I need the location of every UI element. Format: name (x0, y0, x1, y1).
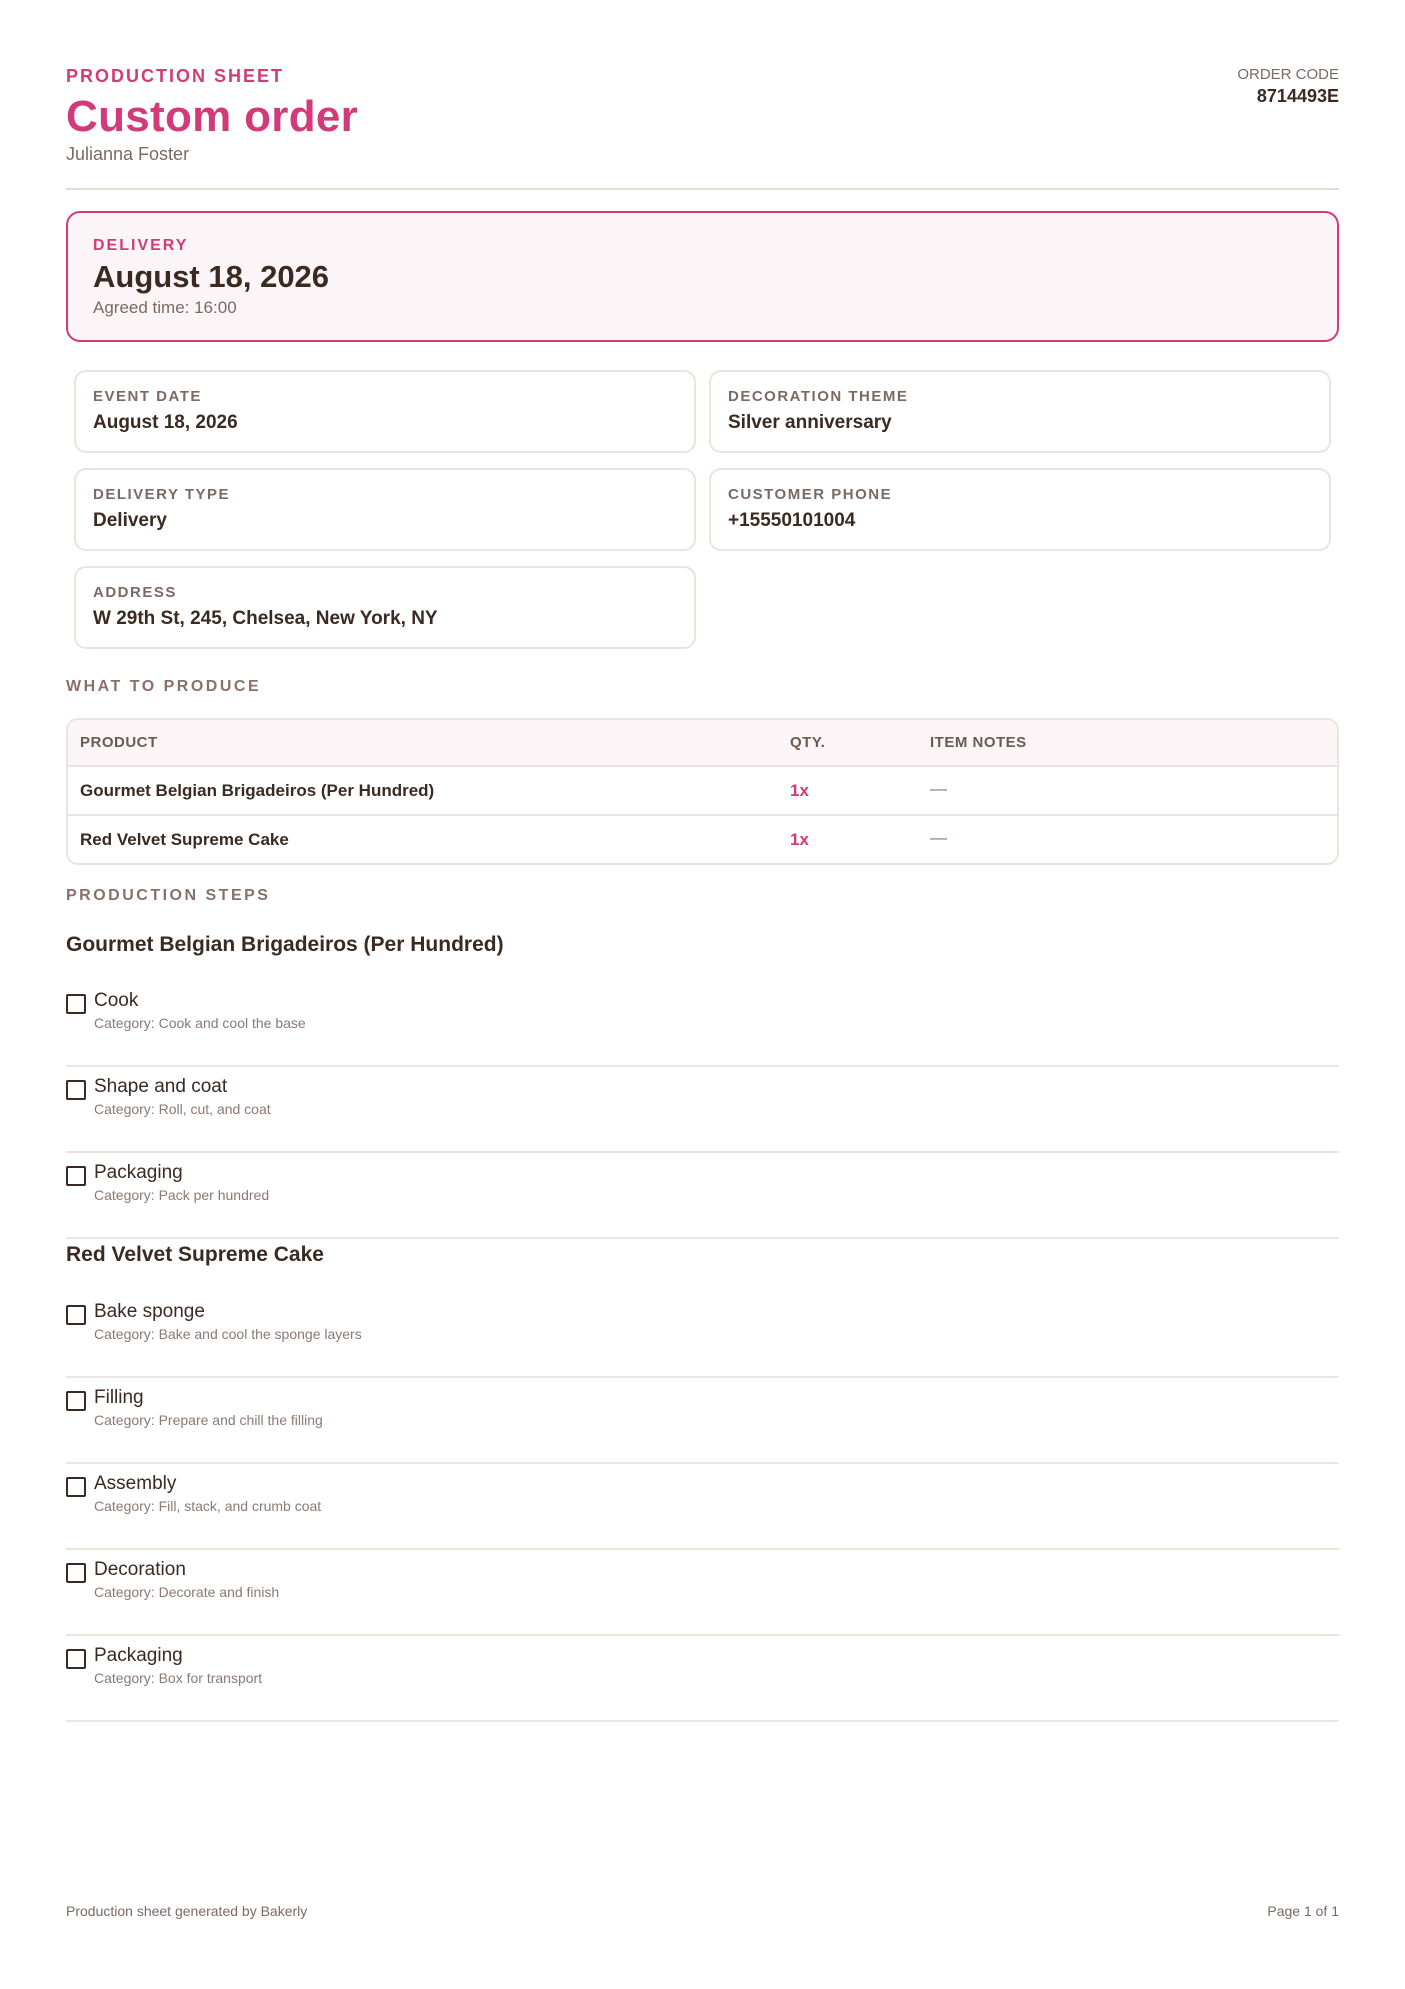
sheet-kicker: PRODUCTION SHEET (66, 66, 285, 86)
product-qty: 1x (790, 830, 809, 849)
decoration-theme-label: DECORATION THEME (728, 388, 909, 405)
step-name: Assembly (94, 1473, 177, 1494)
step-item (66, 981, 1339, 1067)
step-checkbox[interactable] (66, 1305, 86, 1325)
step-category: Category: Cook and cool the base (94, 1015, 306, 1031)
table-row (68, 767, 1337, 816)
footer-page-number: Page 1 of 1 (1267, 1903, 1339, 1919)
column-header-notes: ITEM NOTES (930, 734, 1027, 751)
step-checkbox[interactable] (66, 994, 86, 1014)
step-checkbox[interactable] (66, 1563, 86, 1583)
step-item (66, 1550, 1339, 1636)
page-title: Custom order (66, 92, 359, 141)
step-category: Category: Pack per hundred (94, 1187, 270, 1203)
step-name: Packaging (94, 1162, 183, 1183)
step-name: Packaging (94, 1645, 183, 1666)
product-heading: Red Velvet Supreme Cake (66, 1243, 324, 1266)
delivery-type-card (74, 468, 696, 551)
step-checkbox[interactable] (66, 1080, 86, 1100)
product-name: Gourmet Belgian Brigadeiros (Per Hundred) (80, 781, 435, 800)
delivery-label: DELIVERY (93, 237, 189, 254)
step-category: Category: Box for transport (94, 1670, 263, 1686)
order-code-value: 8714493E (1256, 86, 1339, 106)
product-notes: — (930, 828, 947, 847)
product-name: Red Velvet Supreme Cake (80, 830, 289, 849)
steps-section-title: PRODUCTION STEPS (66, 887, 271, 904)
address-card (74, 566, 696, 649)
footer-generated: Production sheet generated by Bakerly (66, 1903, 308, 1919)
produce-section-title: WHAT TO PRODUCE (66, 678, 262, 695)
delivery-type-label: DELIVERY TYPE (93, 486, 231, 503)
delivery-date: August 18, 2026 (93, 259, 330, 294)
step-category: Category: Roll, cut, and coat (94, 1101, 271, 1117)
customer-phone-label: CUSTOMER PHONE (728, 486, 893, 503)
address-value: W 29th St, 245, Chelsea, New York, NY (93, 608, 438, 629)
step-category: Category: Bake and cool the sponge layers (94, 1326, 362, 1342)
step-checkbox[interactable] (66, 1477, 86, 1497)
customer-phone-value: +15550101004 (728, 510, 856, 531)
table-row (68, 816, 1337, 865)
sheet-header (66, 66, 1339, 190)
decoration-theme-card (709, 370, 1331, 453)
step-name: Filling (94, 1387, 144, 1408)
delivery-time: Agreed time: 16:00 (93, 298, 237, 317)
customer-name: Julianna Foster (66, 144, 190, 164)
column-header-qty: QTY. (790, 734, 826, 751)
step-item (66, 1636, 1339, 1722)
step-item (66, 1067, 1339, 1153)
step-checkbox[interactable] (66, 1166, 86, 1186)
table-header (68, 720, 1337, 767)
step-item (66, 1292, 1339, 1378)
step-category: Category: Prepare and chill the filling (94, 1412, 323, 1428)
step-name: Shape and coat (94, 1076, 228, 1097)
step-category: Category: Fill, stack, and crumb coat (94, 1498, 322, 1514)
delivery-box (66, 211, 1339, 342)
step-item (66, 1464, 1339, 1550)
event-date-value: August 18, 2026 (93, 412, 238, 433)
step-name: Bake sponge (94, 1301, 205, 1322)
product-qty: 1x (790, 781, 809, 800)
column-header-product: PRODUCT (80, 734, 158, 751)
step-checkbox[interactable] (66, 1649, 86, 1669)
step-name: Cook (94, 990, 139, 1011)
step-checkbox[interactable] (66, 1391, 86, 1411)
produce-table (66, 718, 1339, 865)
address-label: ADDRESS (93, 584, 177, 601)
order-code-label: ORDER CODE (1237, 66, 1339, 83)
product-notes: — (930, 779, 947, 798)
step-item (66, 1378, 1339, 1464)
customer-phone-card (709, 468, 1331, 551)
step-category: Category: Decorate and finish (94, 1584, 280, 1600)
step-name: Decoration (94, 1559, 186, 1580)
production-sheet (66, 0, 1339, 1989)
step-item (66, 1153, 1339, 1239)
event-date-card (74, 370, 696, 453)
decoration-theme-value: Silver anniversary (728, 412, 892, 433)
delivery-type-value: Delivery (93, 510, 167, 531)
product-heading: Gourmet Belgian Brigadeiros (Per Hundred) (66, 933, 504, 956)
event-date-label: EVENT DATE (93, 388, 202, 405)
